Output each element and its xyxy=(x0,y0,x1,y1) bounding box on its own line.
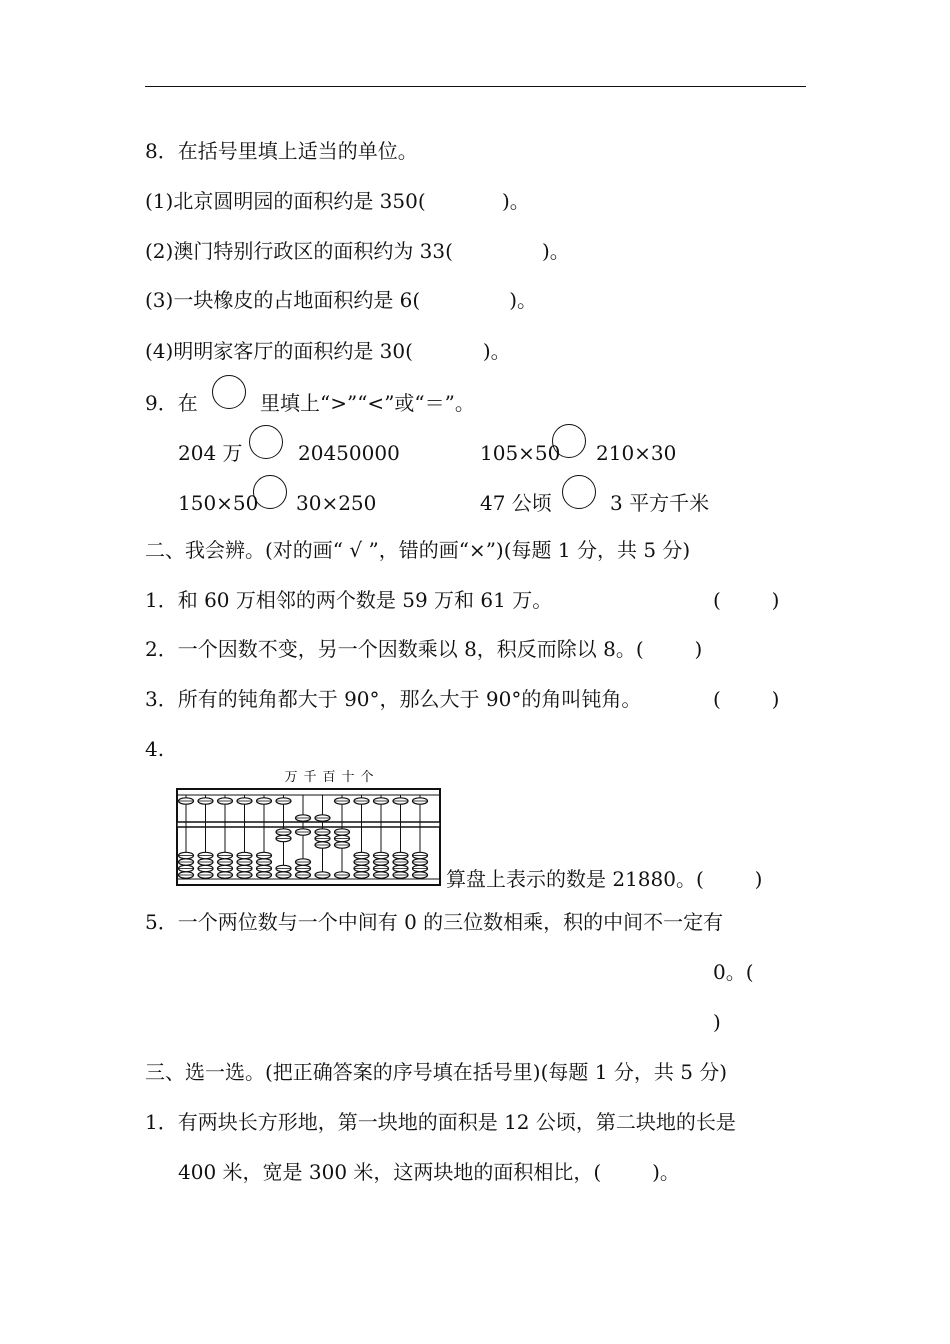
s2-item-2: 2．一个因数不变，另一个因数乘以 8，积反而除以 8。( ) xyxy=(145,637,703,661)
q9-pair-2-left: 105×50 xyxy=(480,441,561,465)
s2-item-1-bracket[interactable]: ( ) xyxy=(713,588,780,612)
q9-pair-3-circle-icon[interactable] xyxy=(253,475,287,509)
q9-prefix: 9．在 xyxy=(145,391,198,415)
s2-item-3: 3．所有的钝角都大于 90°，那么大于 90°的角叫钝角。 xyxy=(145,687,642,711)
q9-pair-1-left: 204 万 xyxy=(178,441,243,465)
q9-pair-4-circle-icon[interactable] xyxy=(562,475,596,509)
q9-pair-4-right: 3 平方千米 xyxy=(610,491,710,515)
q9-pair-3-left: 150×50 xyxy=(178,491,259,515)
q8-title: 8．在括号里填上适当的单位。 xyxy=(145,139,418,163)
s2-q5-line3: ) xyxy=(713,1010,721,1034)
s3-q1-line2: 400 米，宽是 300 米，这两块地的面积相比，( )。 xyxy=(178,1160,680,1184)
q8-item-4: (4)明明家客厅的面积约是 30( )。 xyxy=(145,339,511,363)
s3-q1-line1: 1．有两块长方形地，第一块地的面积是 12 公顷，第二块地的长是 xyxy=(145,1110,736,1134)
s2-item-3-bracket[interactable]: ( ) xyxy=(713,687,780,711)
abacus-svg xyxy=(176,765,442,887)
abacus-body xyxy=(177,789,440,885)
q8-item-3: (3)一块橡皮的占地面积约是 6( )。 xyxy=(145,288,538,312)
s2-q5-line2: 0。( xyxy=(713,960,754,984)
q8-item-1: (1)北京圆明园的面积约是 350( )。 xyxy=(145,189,530,213)
s2-q5-line1: 5．一个两位数与一个中间有 0 的三位数相乘，积的中间不一定有 xyxy=(145,910,724,934)
s2-q4-text: 算盘上表示的数是 21880。( ) xyxy=(446,867,763,891)
abacus-figure xyxy=(176,765,442,887)
section3-title: 三、选一选。(把正确答案的序号填在括号里)(每题 1 分，共 5 分) xyxy=(145,1060,728,1084)
q8-item-2: (2)澳门特别行政区的面积约为 33( )。 xyxy=(145,239,570,263)
s2-item-1: 1．和 60 万相邻的两个数是 59 万和 61 万。 xyxy=(145,588,553,612)
q9-pair-1-right: 20450000 xyxy=(298,441,400,465)
q9-pair-3-right: 30×250 xyxy=(296,491,377,515)
compare-circle-icon xyxy=(212,375,246,409)
place-label-shi: 十 xyxy=(341,770,355,785)
q9-suffix: 里填上“>”“<”或“＝”。 xyxy=(260,391,475,415)
q9-pair-2-circle-icon[interactable] xyxy=(552,424,586,458)
q9-pair-2-right: 210×30 xyxy=(596,441,677,465)
q9-pair-4-left: 47 公顷 xyxy=(480,491,552,515)
header-rule xyxy=(145,86,806,87)
q9-pair-1-circle-icon[interactable] xyxy=(249,425,283,459)
section2-title: 二、我会辨。(对的画“ √ ”，错的画“×”)(每题 1 分，共 5 分) xyxy=(145,538,691,562)
place-label-wan: 万 xyxy=(284,770,298,785)
place-label-bai: 百 xyxy=(322,770,336,785)
place-label-qian: 千 xyxy=(303,770,317,785)
s2-q4-number: 4. xyxy=(145,737,165,761)
place-label-ge: 个 xyxy=(360,770,374,785)
